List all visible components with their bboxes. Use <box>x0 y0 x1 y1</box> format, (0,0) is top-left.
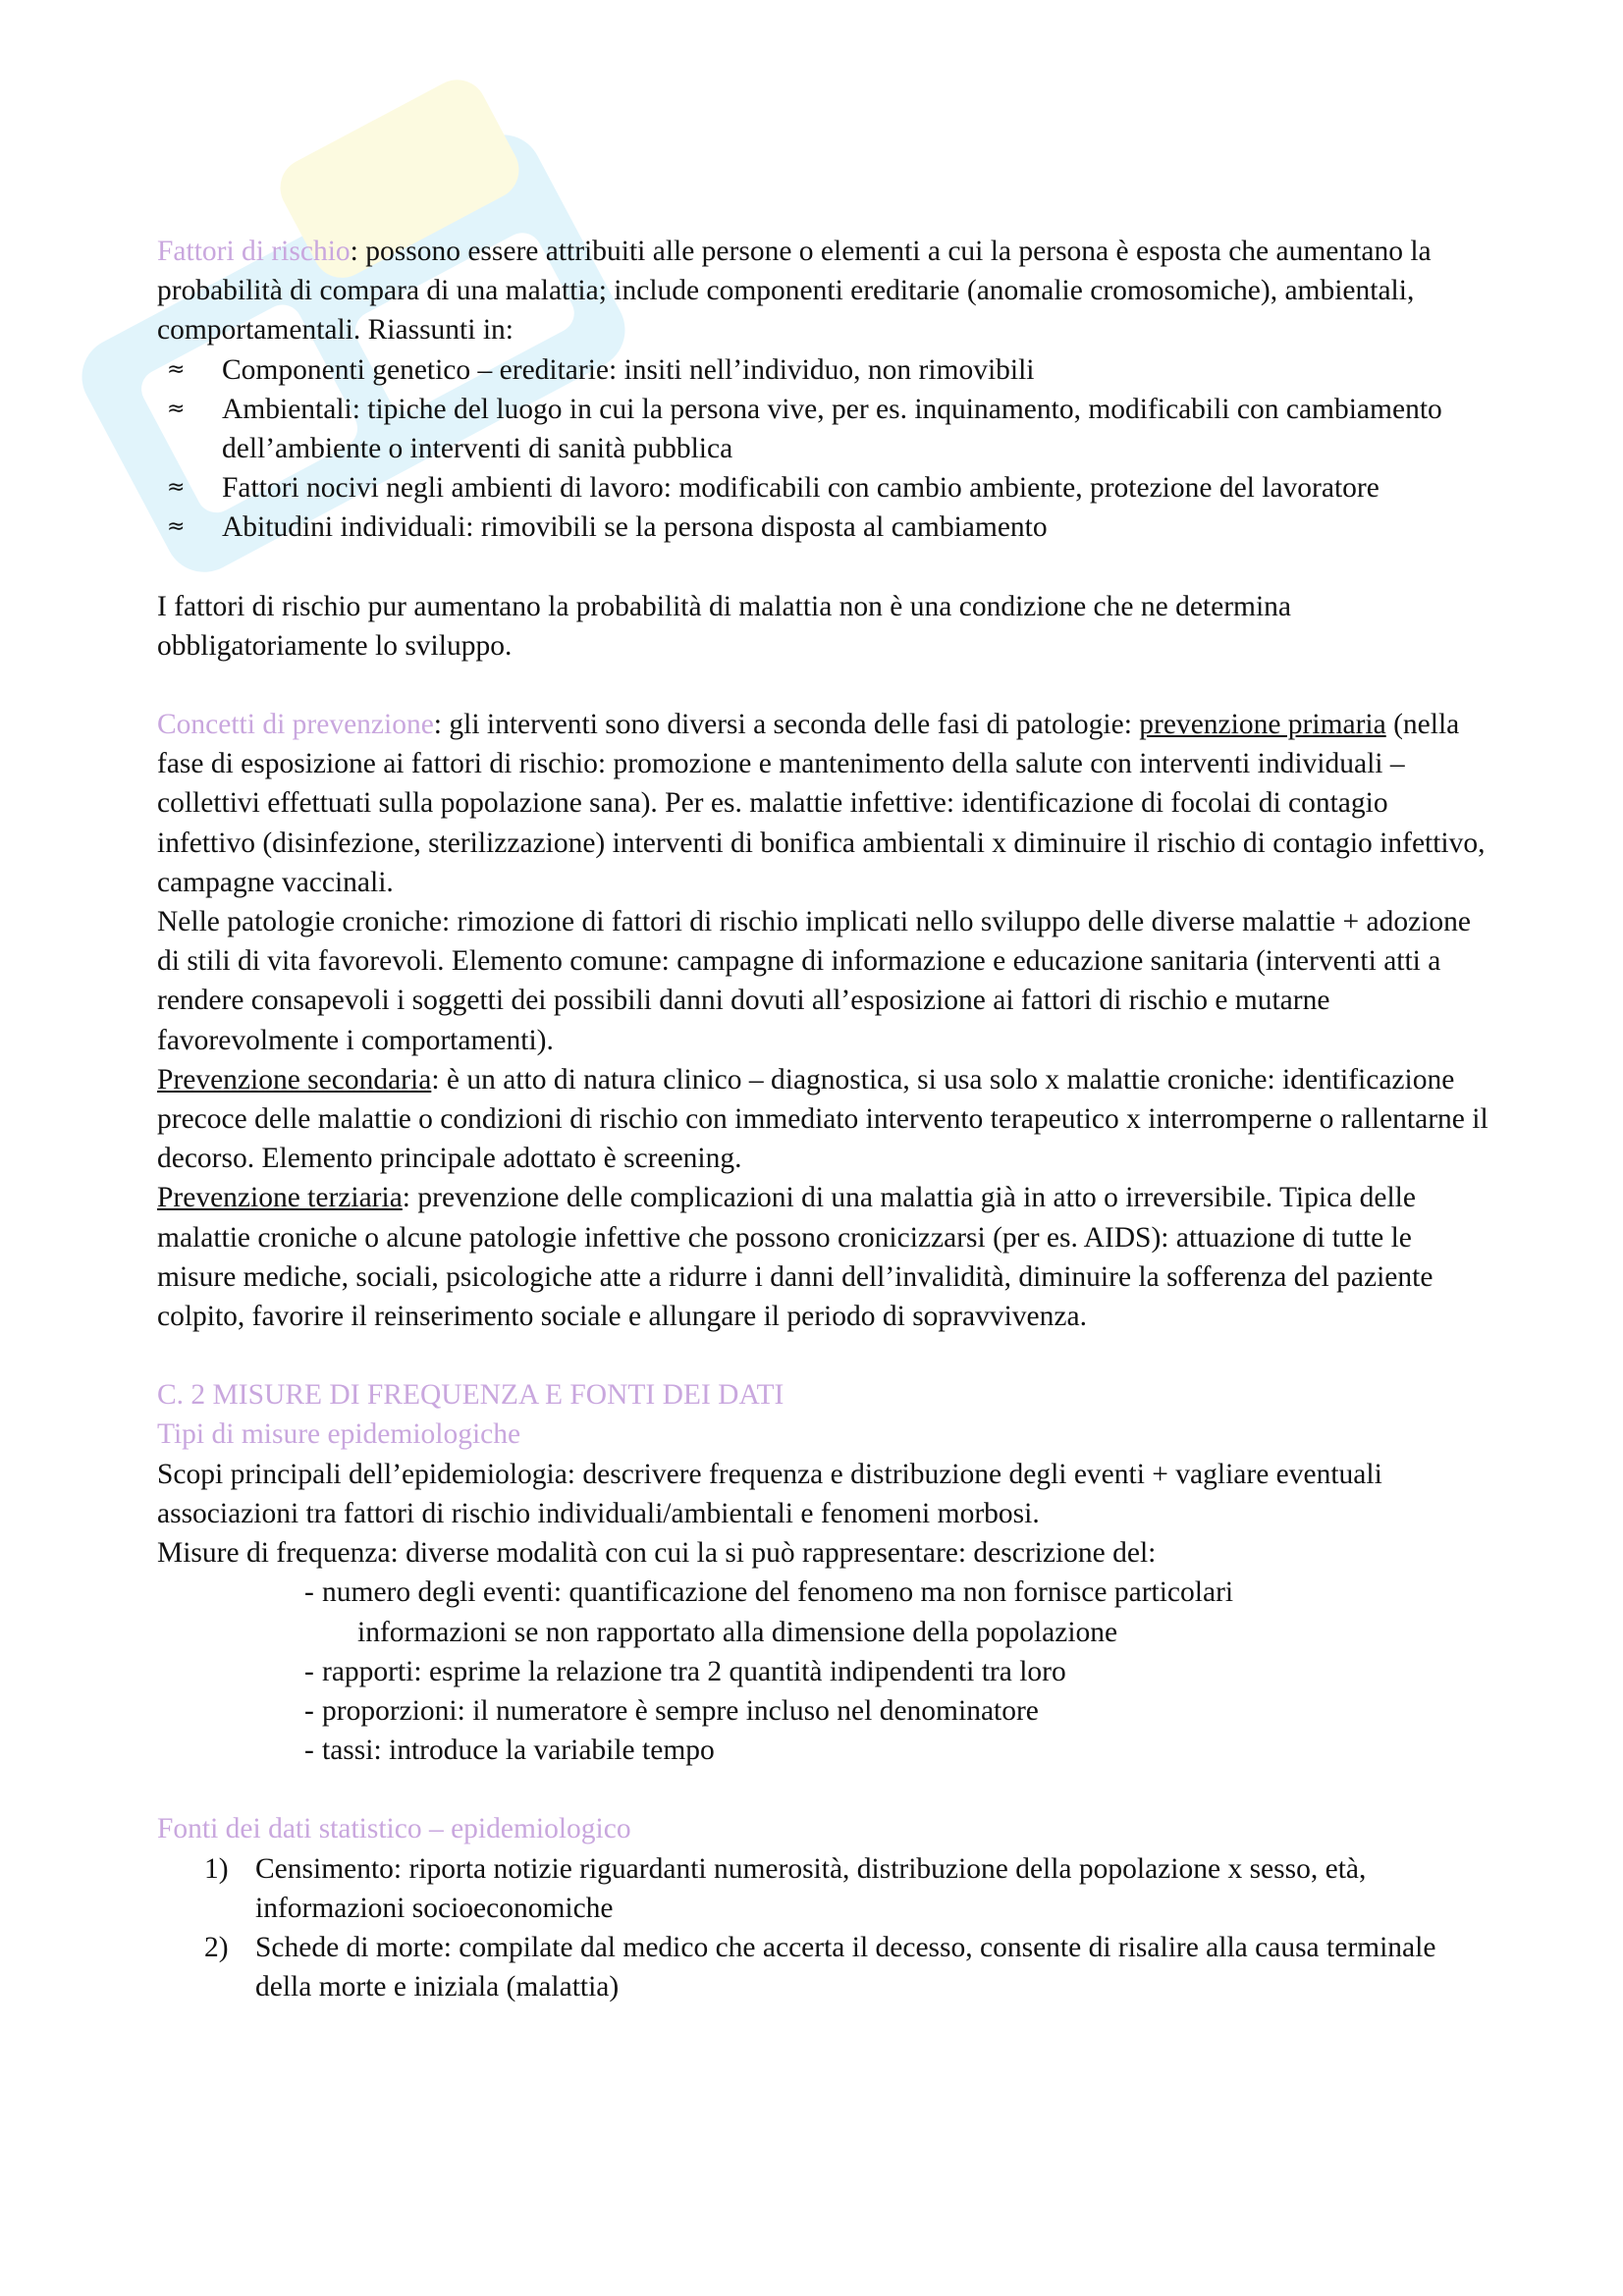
approx-bullet-icon: ≈ <box>167 475 186 501</box>
approx-bullet-icon: ≈ <box>167 356 186 382</box>
primary-prevention-text: (nella fase di esposizione ai fattori di rischio: promozione e mantenimento della salute con interventi individuali – collettivi effettuati sulla popolazione sana). Per es. malattie infettive: identificazione di focolai di contagio infettivo (disinfezione, sterilizzazione) interventi di bonifica ambientali x diminuire il rischio di contagio infettivo, campagne vaccinali. <box>157 709 1486 898</box>
secondary-prevention-text: : è un atto di natura clinico – diagnostica, si usa solo x malattie croniche: identificazione precoce delle malattie o condizioni di rischio con immediato intervento terapeutico x interromperne o rallentarne il decorso. Elemento principale adottato è screening. <box>157 1063 1488 1175</box>
risk-factors-note: I fattori di rischio pur aumentano la probabilità di malattia non è una condizione che ne determina obbligatoriamente lo sviluppo. <box>157 590 1292 662</box>
tertiary-prevention-paragraph <box>157 1178 1492 1336</box>
dash-bullet-icon: - <box>304 1694 314 1727</box>
list-item-text: Schede di morte: compilate dal medico che accerta il decesso, consente di risalire alla causa terminale della morte e iniziala (malattia) <box>255 1931 1436 2003</box>
list-item <box>157 1652 1492 1691</box>
list-item <box>157 1731 1492 1770</box>
risk-factors-term: Fattori di rischio <box>157 236 351 267</box>
list-item-text: tassi: introduce la variabile tempo <box>322 1735 715 1767</box>
prevention-term: Concetti di prevenzione <box>157 709 434 741</box>
list-item-text: numero degli eventi: quantificazione del fenomeno ma non fornisce particolari <box>322 1576 1234 1609</box>
list-item <box>157 350 1492 390</box>
list-item-text: Fattori nocivi negli ambienti di lavoro: modificabili con cambio ambiente, protezione del lavoratore <box>222 472 1380 505</box>
risk-factors-paragraph <box>157 232 1492 350</box>
document-page <box>157 232 1492 2006</box>
frequency-measures-list <box>157 1573 1492 1770</box>
list-item <box>157 1849 1492 1928</box>
risk-factors-text: : possono essere attribuiti alle persone o elementi a cui la persona è esposta che aumentano la probabilità di compara di una malattia; include componenti ereditarie (anomalie cromosomiche), ambientali, comportamentali. Riassunti in: <box>157 236 1432 347</box>
list-item-continuation: informazioni se non rapportato alla dimensione della popolazione <box>357 1616 1118 1648</box>
list-number: 1) <box>204 1852 229 1885</box>
epidemiology-aims: Scopi principali dell’epidemiologia: descrivere frequenza e distribuzione degli eventi + vagliare eventuali associazioni tra fattori di rischio individuali/ambientali e fenomeni morbosi. <box>157 1458 1382 1529</box>
data-sources-list <box>157 1849 1492 2007</box>
primary-prevention-label: prevenzione primaria <box>1139 709 1386 741</box>
list-item-text: Componenti genetico – ereditarie: insiti nell’individuo, non rimovibili <box>222 353 1035 386</box>
risk-factors-list <box>157 350 1492 548</box>
list-item <box>157 390 1492 468</box>
list-number: 2) <box>204 1931 229 1963</box>
list-item <box>157 507 1492 547</box>
dash-bullet-icon: - <box>304 1576 314 1609</box>
list-item-text: Abitudini individuali: rimovibili se la persona disposta al cambiamento <box>222 511 1048 544</box>
frequency-measures-intro: Misure di frequenza: diverse modalità con cui la si può rappresentare: descrizione del: <box>157 1537 1157 1570</box>
prevention-paragraph <box>157 705 1492 902</box>
list-item <box>157 1691 1492 1731</box>
secondary-prevention-paragraph <box>157 1060 1492 1179</box>
tertiary-prevention-label: Prevenzione terziaria <box>157 1182 403 1214</box>
secondary-prevention-label: Prevenzione secondaria <box>157 1063 432 1095</box>
list-item <box>157 1573 1492 1651</box>
tertiary-prevention-text: : prevenzione delle complicazioni di una malattia già in atto o irreversibile. Tipica delle malattie croniche o alcune patologie infettive che possono cronicizzarsi (per es. AIDS): attuazione di tutte le misure mediche, sociali, psicologiche atte a ridurre i danni dell’invalidità, diminuire la sofferenza del paziente colpito, favorire il reinserimento sociale e allungare il periodo di sopravvivenza. <box>157 1182 1434 1333</box>
list-item-text: rapporti: esprime la relazione tra 2 quantità indipendenti tra loro <box>322 1655 1066 1687</box>
approx-bullet-icon: ≈ <box>167 396 186 421</box>
chapter-title: C. 2 MISURE DI FREQUENZA E FONTI DEI DATI <box>157 1379 784 1412</box>
measures-subtitle: Tipi di misure epidemiologiche <box>157 1418 521 1451</box>
list-item-text: Censimento: riporta notizie riguardanti numerosità, distribuzione della popolazione x sesso, età, informazioni socioeconomiche <box>255 1852 1367 1924</box>
chronic-pathologies-paragraph: Nelle patologie croniche: rimozione di fattori di rischio implicati nello sviluppo delle diverse malattie + adozione di stili di vita favorevoli. Elemento comune: campagne di informazione e educazione sanitaria (interventi atti a rendere consapevoli i soggetti dei possibili danni dovuti all’esposizione ai fattori di rischio e mutarne favorevolmente i comportamenti). <box>157 906 1472 1056</box>
list-item <box>157 1928 1492 2006</box>
prevention-intro: : gli interventi sono diversi a seconda delle fasi di patologie: <box>433 709 1140 741</box>
approx-bullet-icon: ≈ <box>167 514 186 540</box>
list-item-text: proporzioni: il numeratore è sempre incluso nel denominatore <box>322 1694 1039 1727</box>
list-item-text: Ambientali: tipiche del luogo in cui la persona vive, per es. inquinamento, modificabili con cambiamento dell’ambiente o interventi di sanità pubblica <box>222 393 1442 465</box>
list-item <box>157 468 1492 507</box>
dash-bullet-icon: - <box>304 1655 314 1687</box>
data-sources-subtitle: Fonti dei dati statistico – epidemiologico <box>157 1813 631 1845</box>
dash-bullet-icon: - <box>304 1735 314 1767</box>
